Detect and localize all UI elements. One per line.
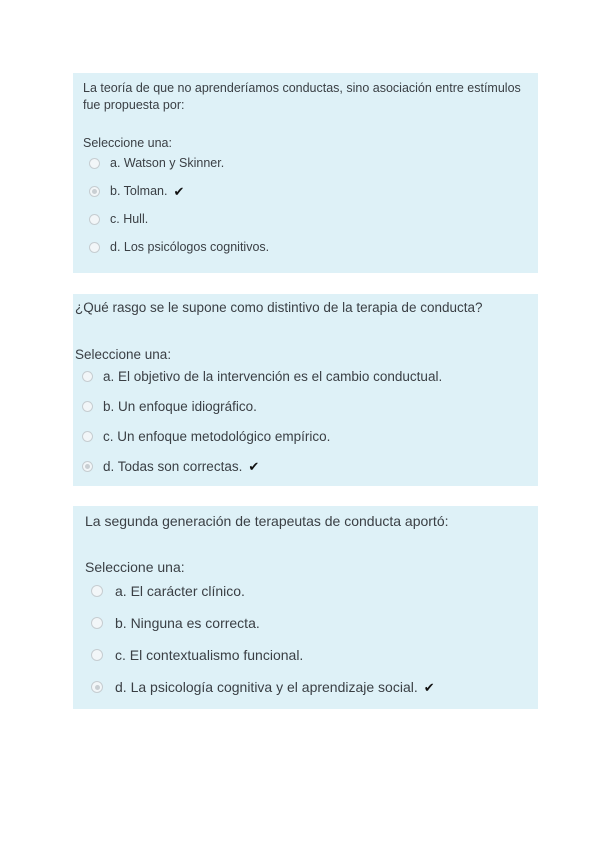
checkmark-icon: ✔ (248, 458, 260, 474)
radio-icon[interactable] (89, 214, 100, 225)
answer-option-label: b. Ninguna es correcta. (115, 615, 260, 631)
radio-icon[interactable] (82, 401, 93, 412)
answer-option-label: d. Los psicólogos cognitivos. (110, 240, 270, 254)
radio-icon[interactable] (91, 617, 103, 629)
radio-icon[interactable] (91, 649, 103, 661)
answer-option-c[interactable] (85, 639, 526, 671)
answer-option-b[interactable] (83, 177, 528, 205)
answer-options (75, 361, 538, 481)
answer-option-c[interactable] (83, 205, 528, 233)
radio-icon[interactable] (89, 186, 100, 197)
answer-option-label: d. Todas son correctas. (103, 458, 243, 474)
select-one-label: Seleccione una: (85, 559, 185, 575)
answer-option-label: c. El contextualismo funcional. (115, 647, 304, 663)
answer-option-b[interactable] (85, 607, 526, 639)
question-card-1 (73, 73, 538, 273)
question-prompt: ¿Qué rasgo se le supone como distintivo de la terapia de conducta? (75, 300, 483, 315)
answer-option-label: b. Un enfoque idiográfico. (103, 398, 257, 414)
select-one-label: Seleccione una: (83, 136, 172, 150)
radio-icon[interactable] (82, 431, 93, 442)
radio-icon[interactable] (91, 681, 103, 693)
radio-icon[interactable] (89, 242, 100, 253)
answer-option-label: a. El carácter clínico. (115, 583, 245, 599)
answer-option-b[interactable] (75, 391, 538, 421)
checkmark-icon: ✔ (173, 183, 185, 199)
answer-option-d[interactable] (85, 671, 526, 703)
answer-option-a[interactable] (83, 149, 528, 177)
answer-option-label: a. El objetivo de la intervención es el cambio conductual. (103, 368, 443, 384)
answer-options (85, 575, 526, 703)
answer-option-a[interactable] (85, 575, 526, 607)
checkmark-icon: ✔ (423, 679, 435, 695)
answer-options (83, 149, 528, 261)
answer-option-d[interactable] (83, 233, 528, 261)
answer-option-label: c. Un enfoque metodológico empírico. (103, 428, 331, 444)
question-prompt: La segunda generación de terapeutas de conducta aportó: (85, 513, 449, 529)
answer-option-a[interactable] (75, 361, 538, 391)
radio-icon[interactable] (89, 158, 100, 169)
question-card-2 (73, 294, 538, 486)
answer-option-label: c. Hull. (110, 212, 149, 226)
select-one-label: Seleccione una: (75, 347, 172, 362)
answer-option-c[interactable] (75, 421, 538, 451)
radio-icon[interactable] (91, 585, 103, 597)
answer-option-label: d. La psicología cognitiva y el aprendizaje social. (115, 679, 418, 695)
answer-option-label: b. Tolman. (110, 184, 168, 198)
answer-option-label: a. Watson y Skinner. (110, 156, 225, 170)
question-prompt: La teoría de que no aprenderíamos conductas, sino asociación entre estímulos fue propuesta por: (83, 81, 521, 112)
radio-icon[interactable] (82, 371, 93, 382)
question-card-3 (73, 506, 538, 709)
radio-icon[interactable] (82, 461, 93, 472)
answer-option-d[interactable] (75, 451, 538, 481)
